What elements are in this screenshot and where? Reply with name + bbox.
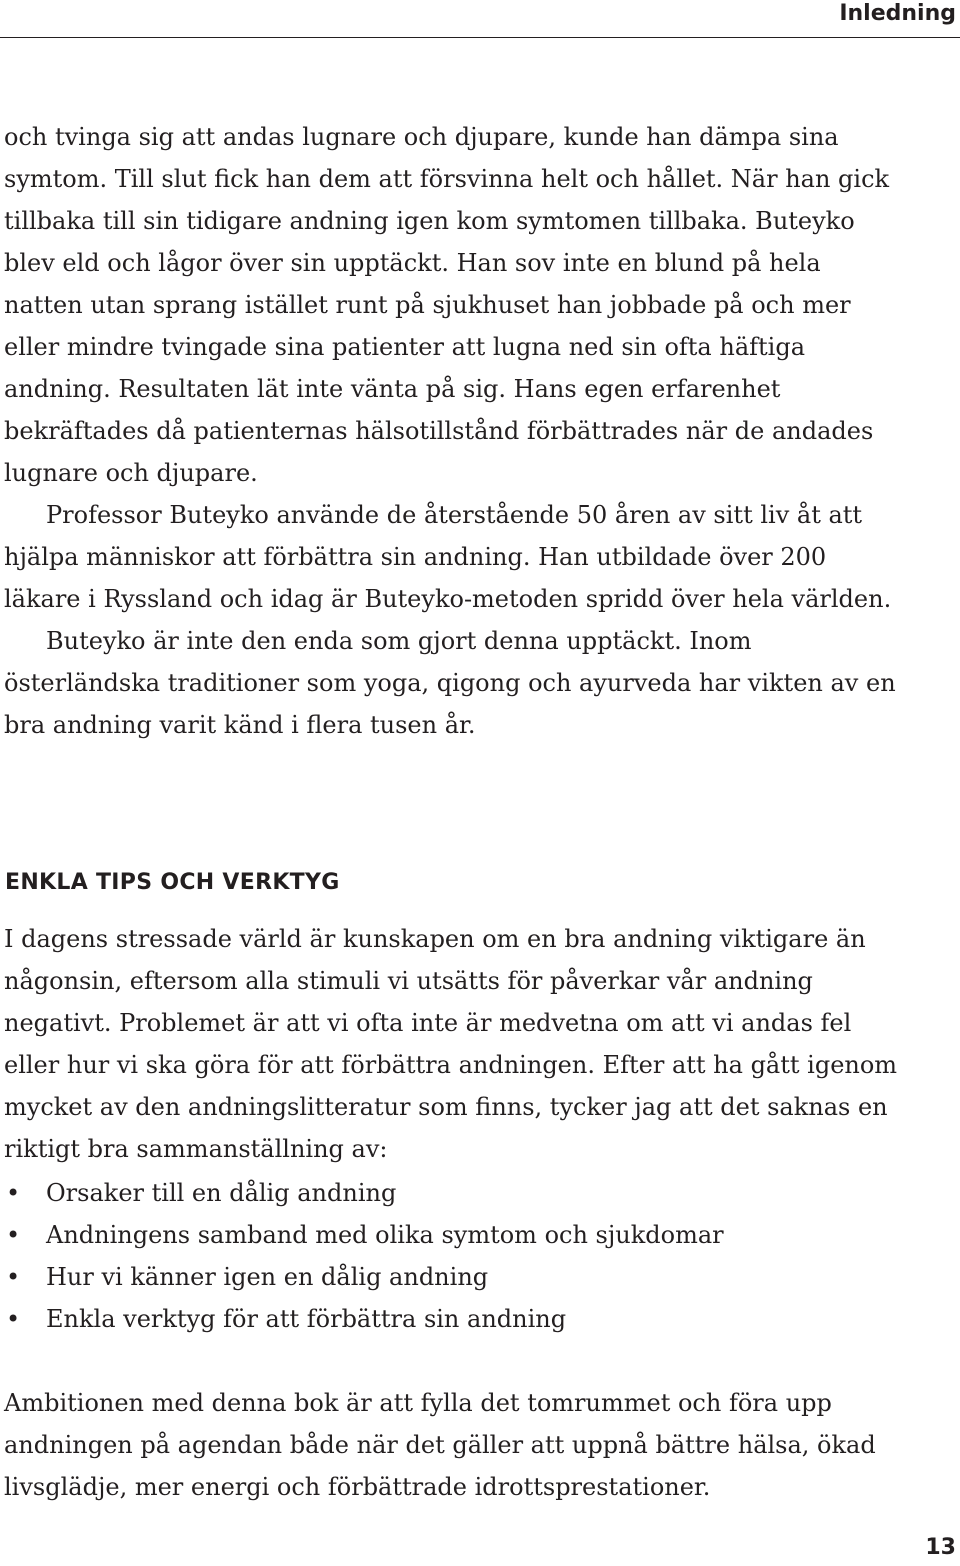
section-2-intro	[4, 918, 904, 1170]
bullet-icon: •	[6, 1221, 21, 1249]
paragraph-2: Professor Buteyko använde de återstående 50 åren av sitt liv åt att hjälpa människor att förbättra sin andning. Han utbildade över 200 läkare i Ryssland och idag är Buteyko-metoden spridd över hela världen.	[4, 501, 892, 613]
running-head-title: Inledning	[839, 1, 956, 26]
paragraph-closing: Ambitionen med denna bok är att fylla det tomrummet och föra upp andningen på agendan både när det gäller att uppnå bättre hälsa, ökad livsglädje, mer energi och förbättrade idrottsprestationer.	[4, 1389, 876, 1501]
bullet-icon: •	[6, 1305, 21, 1333]
list-item	[4, 1172, 904, 1214]
header-divider	[0, 37, 960, 38]
section-2-closing	[4, 1382, 904, 1508]
list-item	[4, 1214, 904, 1256]
paragraph-1: och tvinga sig att andas lugnare och djupare, kunde han dämpa sina symtom. Till slut fick han dem att försvinna helt och hållet. När han gick tillbaka till sin tidigare andning igen kom symtomen tillbaka. Buteyko blev eld och lågor över sin upptäckt. Han sov inte en blund på hela natten utan sprang istället runt på sjukhuset han jobbade på och mer eller mindre tvingade sina patienter att lugna ned sin ofta häftiga andning. Resultaten lät inte vänta på sig. Hans egen erfarenhet bekräftades då patienternas hälsotillstånd förbättrades när de andades lugnare och djupare.	[4, 123, 890, 487]
bullet-icon: •	[6, 1263, 21, 1291]
page-number: 13	[925, 1535, 956, 1560]
paragraph-intro: I dagens stressade värld är kunskapen om en bra andning viktigare än någonsin, eftersom alla stimuli vi utsätts för påverkar vår andning negativt. Problemet är att vi ofta inte är medvetna om att vi andas fel eller hur vi ska göra för att förbättra andningen. Efter att ha gått igenom mycket av den andningslitteratur som finns, tycker jag att det saknas en riktigt bra sammanställning av:	[4, 925, 898, 1163]
list-item-text: Andningens samband med olika symtom och sjukdomar	[46, 1221, 724, 1249]
section-1-body	[4, 116, 904, 746]
list-item-text: Enkla verktyg för att förbättra sin andning	[46, 1305, 567, 1333]
list-item	[4, 1256, 904, 1298]
section-heading: ENKLA TIPS OCH VERKTYG	[5, 870, 340, 895]
bullet-list-container	[4, 1172, 904, 1340]
bullet-list	[4, 1172, 904, 1340]
list-item	[4, 1298, 904, 1340]
paragraph-3: Buteyko är inte den enda som gjort denna upptäckt. Inom österländska traditioner som yoga, qigong och ayurveda har vikten av en bra andning varit känd i flera tusen år.	[4, 627, 896, 739]
bullet-icon: •	[6, 1179, 21, 1207]
list-item-text: Hur vi känner igen en dålig andning	[46, 1263, 489, 1291]
list-item-text: Orsaker till en dålig andning	[46, 1179, 397, 1207]
